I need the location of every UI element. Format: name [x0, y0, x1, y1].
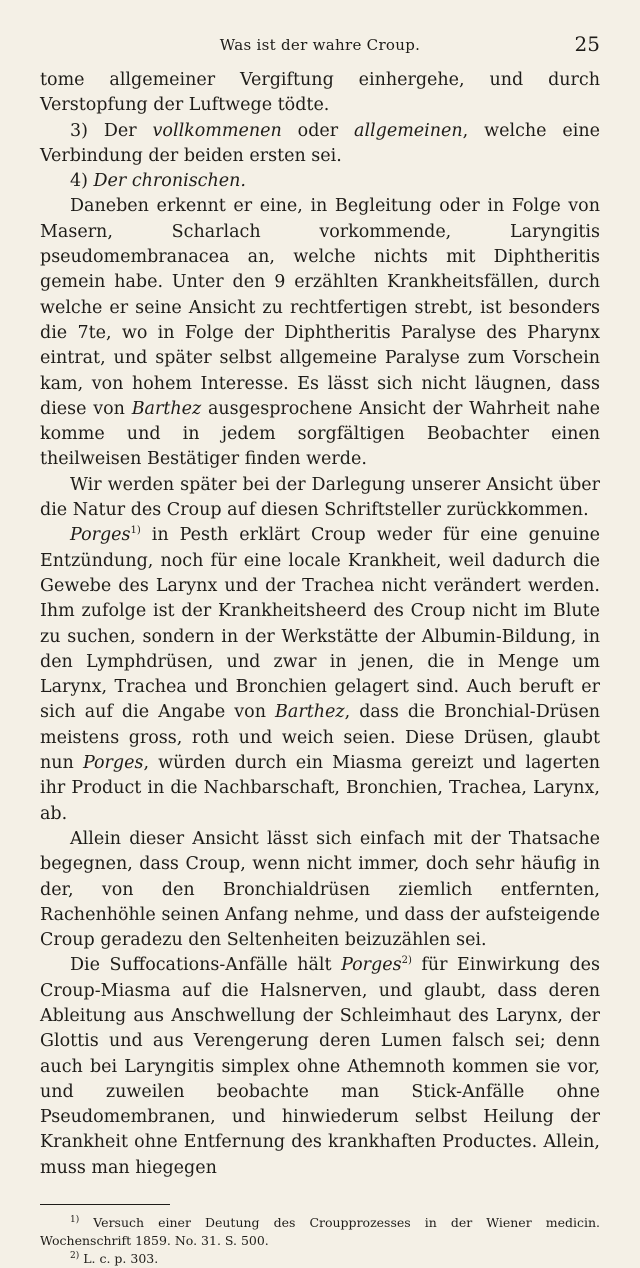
text-run: Allein dieser Ansicht lässt sich einfach mit der Thatsache begegnen, dass Croup, wenn nicht immer, doch sehr häufig in der, von den Bronchialdrüsen ziemlich entfernten, Rachenhöhle seinen Anfang nehme, und dass der aufsteigende Croup geradezu den Seltenheiten beizuzählen sei. [40, 828, 600, 951]
footnote-2 [40, 1250, 600, 1268]
text-run: oder [281, 120, 355, 141]
emphasis: Der chronischen. [93, 171, 246, 192]
footnote-marker: 2) [70, 1250, 80, 1261]
text-run: Die Suffocations-Anfälle hält [70, 955, 342, 976]
text-run: 4) [70, 171, 94, 192]
author-name: Porges [341, 955, 402, 976]
author-name: Barthez [275, 702, 345, 723]
paragraph-allein [40, 827, 600, 953]
text-run: tome allgemeiner Vergiftung einhergehe, und durch Verstopfung der Luftwege tödte. [40, 70, 600, 116]
text-run: , welche eine Verbindung der beiden ersten sei. [40, 120, 600, 166]
footnote-text: Versuch einer Deutung des Croupprozesses in der Wiener medicin. Wochenschrift 1859. No. 31. S. 500. [40, 1215, 600, 1249]
paragraph-item-3 [40, 119, 600, 170]
text-run: für Einwirkung des Croup-Miasma auf die Halsnerven, und glaubt, dass deren Ableitung aus Anschwellung der Schleimhaut des Larynx, der Glottis und aus Verengerung deren Lumen falsch sei; denn auch bei Laryngitis simplex ohne Athemnoth kommen sie vor, und zuweilen beobachte man Stick-Anfälle ohne Pseudomembranen, und hinwiederum selbst Heilung der Krankheit ohne Entfernung des krankhaften Productes. Allein, muss man hiegegen [40, 955, 600, 1178]
footnote-text: L. c. p. 303. [79, 1251, 159, 1267]
emphasis: allgemeinen [354, 120, 463, 141]
body-text [40, 68, 600, 1181]
running-title: Was ist der wahre Croup. [219, 36, 421, 54]
paragraph-continuation [40, 68, 600, 119]
author-name: Barthez [131, 398, 202, 419]
text-run: in Pesth erklärt Croup weder für eine genuine Entzündung, noch für eine locale Krankheit, weil dadurch die Gewebe des Larynx und der Trachea nicht verändert werden. Ihm zufolge ist der Krankheitsheerd des Croup nicht im Blute zu suchen, sondern in der Werkstätte der Albumin-Bildung, in den Lymphdrüsen, und zwar in jenen, die in Menge um Larynx, Trachea und Bronchien gelagert sind. Auch beruft er sich auf die Angabe von [40, 525, 600, 723]
emphasis: vollkommenen [152, 120, 282, 141]
footnote-marker: 1) [70, 1214, 80, 1225]
running-head [40, 30, 600, 54]
footnote-reference: 1) [130, 525, 141, 537]
footnote-reference: 2) [401, 955, 412, 967]
footnote-divider [40, 1204, 170, 1205]
footnote-1 [40, 1214, 600, 1250]
text-run: , dass die Bronchial-Drüsen meistens gross, roth und weich seien. Diese Drüsen, glaubt nun [40, 702, 600, 774]
book-page [40, 30, 600, 1268]
paragraph-daneben [40, 194, 600, 472]
text-run: ausgesprochene Ansicht der Wahrheit nahe komme und in jedem sorgfältigen Beobachter einen theilweisen Bestätiger finden werde. [40, 398, 600, 470]
text-run: Wir werden später bei der Darlegung unserer Ansicht über die Natur des Croup auf diesen Schriftsteller zurückkommen. [40, 474, 600, 521]
page-number: 25 [574, 32, 600, 56]
paragraph-suffocations [40, 953, 600, 1181]
text-run: , würden durch ein Miasma gereizt und lagerten ihr Product in die Nachbarschaft, Bronchien, Trachea, Larynx, ab. [40, 753, 601, 824]
paragraph-porges [40, 523, 600, 827]
text-run: 3) Der [70, 120, 153, 141]
paragraph-item-4 [40, 169, 600, 194]
text-run: Daneben erkennt er eine, in Begleitung oder in Folge von Masern, Scharlach vorkommende, Laryngitis pseudomembranacea an, welche nichts mit Diphtheritis gemein habe. Unter den 9 erzählten Krankheitsfällen, durch welche er seine Ansicht zu rechtfertigen strebt, ist besonders die 7te, wo in Folge der Diphtheritis Paralyse des Pharynx eintrat, und später selbst allgemeine Paralyse zum Vorschein kam, von hohem Interesse. Es lässt sich nicht läugnen, dass diese von [40, 196, 600, 419]
author-name: Porges [70, 525, 131, 546]
footnotes [40, 1214, 600, 1268]
author-name: Porges [82, 753, 144, 774]
paragraph-wir-werden [40, 473, 600, 524]
